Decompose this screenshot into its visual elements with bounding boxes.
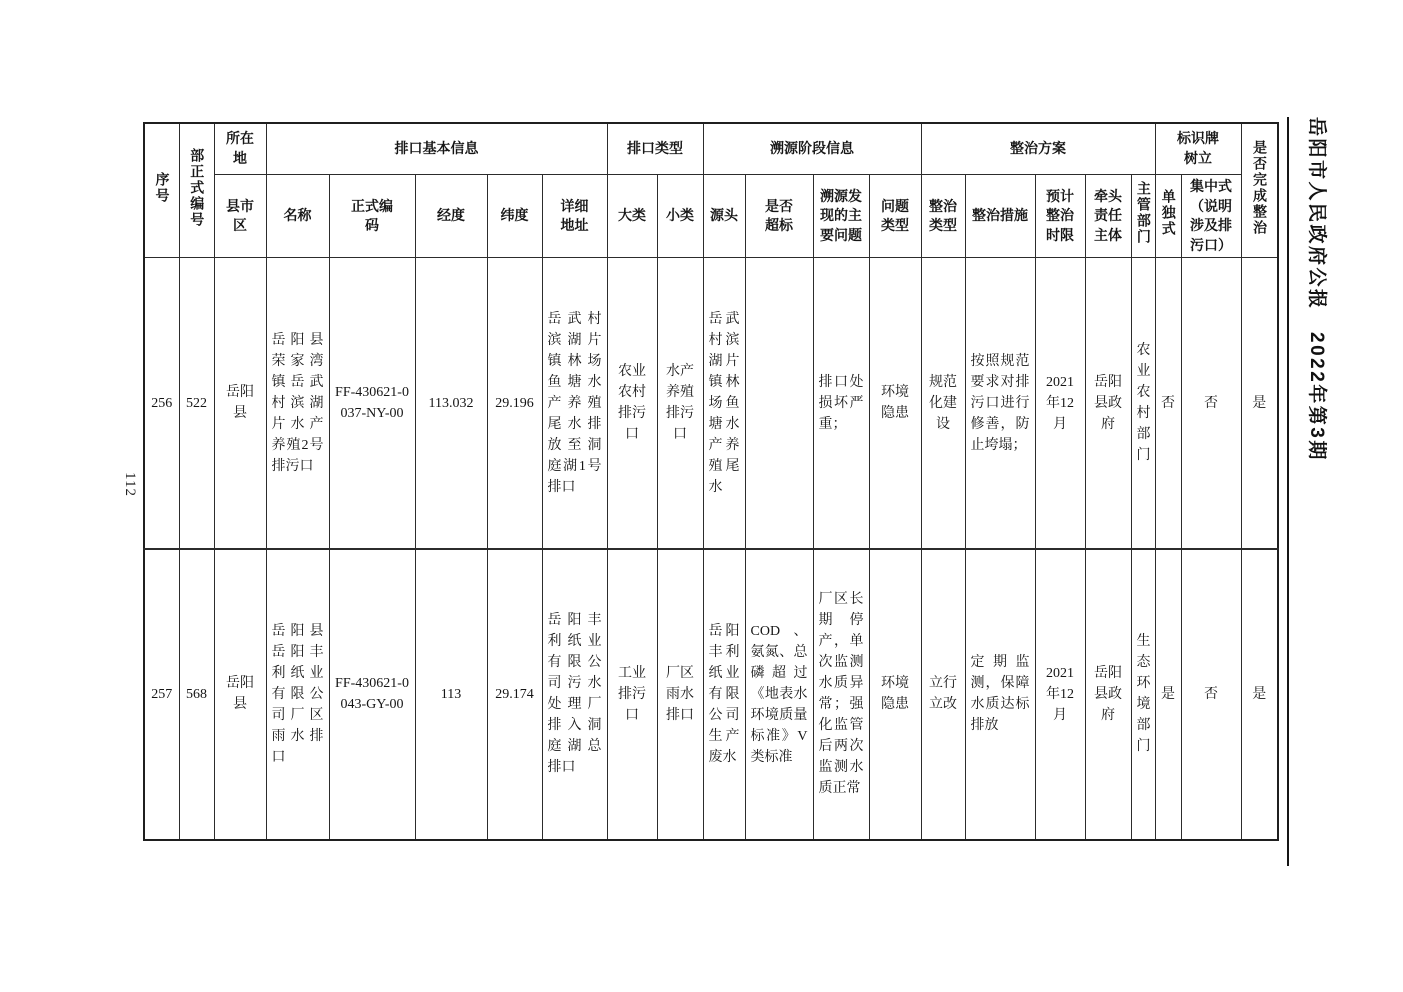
col-header-centralized: 集中式（说明涉及排污口） — [1181, 175, 1241, 258]
col-header-minor-type: 小类 — [657, 175, 703, 258]
cell-major-type: 工业排污口 — [607, 549, 657, 840]
cell-problems: 排口处损坏严重； — [813, 258, 869, 549]
table-row — [144, 549, 1278, 840]
cell-latitude: 29.174 — [487, 549, 542, 840]
cell-county: 岳阳县 — [214, 258, 266, 549]
cell-exceed — [745, 258, 813, 549]
cell-deadline: 2021年12月 — [1035, 258, 1085, 549]
col-header-address: 详细地址 — [542, 175, 607, 258]
group-header-sign: 标识牌树立 — [1155, 123, 1241, 175]
col-header-longitude: 经度 — [415, 175, 487, 258]
cell-problems: 厂区长期停产，单次监测水质异常；强化监管后两次监测水质正常 — [813, 549, 869, 840]
cell-measures: 按照规范要求对排污口进行修善，防止垮塌； — [965, 258, 1035, 549]
page-number: 112 — [122, 472, 138, 497]
col-header-rectify-type: 整治类型 — [921, 175, 965, 258]
col-header-county: 县市区 — [214, 175, 266, 258]
cell-completed: 是 — [1241, 549, 1278, 840]
col-header-ministry-code — [179, 123, 214, 258]
cell-exceed: COD、氨氮、总磷超过《地表水环境质量标准》V类标准 — [745, 549, 813, 840]
col-header-department — [1131, 175, 1155, 258]
cell-serial: 256 — [144, 258, 179, 549]
col-header-ministry-code-label: 部正式编号 — [189, 147, 206, 228]
col-header-lead: 牵头责任主体 — [1085, 175, 1131, 258]
cell-major-type: 农业农村排污口 — [607, 258, 657, 549]
cell-problem-type: 环境隐患 — [869, 258, 921, 549]
cell-ministry-code: 522 — [179, 258, 214, 549]
col-header-name: 名称 — [266, 175, 329, 258]
col-header-latitude: 纬度 — [487, 175, 542, 258]
cell-problem-type: 环境隐患 — [869, 549, 921, 840]
col-header-completed — [1241, 123, 1278, 258]
table-row — [144, 258, 1278, 549]
group-header-basic-info: 排口基本信息 — [266, 123, 607, 175]
cell-department: 生态环境部门 — [1131, 549, 1155, 840]
col-header-measures: 整治措施 — [965, 175, 1035, 258]
cell-standalone: 是 — [1155, 549, 1181, 840]
col-header-standalone-label: 单独式 — [1160, 189, 1177, 238]
col-header-serial-label: 序号 — [154, 171, 171, 204]
col-header-department-label: 主管部门 — [1135, 181, 1152, 246]
cell-county: 岳阳县 — [214, 549, 266, 840]
cell-official-code: FF-430621-0037-NY-00 — [329, 258, 415, 549]
outlet-remediation-table — [143, 122, 1279, 841]
col-header-completed-label: 是否完成整治 — [1251, 139, 1268, 236]
cell-rectify-type: 立行立改 — [921, 549, 965, 840]
cell-deadline: 2021年12月 — [1035, 549, 1085, 840]
cell-address: 岳阳丰利纸业有限公司污水处理厂排入洞庭湖总排口 — [542, 549, 607, 840]
col-header-source: 源头 — [703, 175, 745, 258]
col-header-standalone — [1155, 175, 1181, 258]
col-header-problems: 溯源发现的主要问题 — [813, 175, 869, 258]
cell-rectify-type: 规范化建设 — [921, 258, 965, 549]
cell-lead: 岳阳县政府 — [1085, 549, 1131, 840]
cell-longitude: 113 — [415, 549, 487, 840]
cell-name: 岳阳县荣家湾镇岳武村滨湖片水产养殖2号排污口 — [266, 258, 329, 549]
cell-official-code: FF-430621-0043-GY-00 — [329, 549, 415, 840]
group-header-tracing: 溯源阶段信息 — [703, 123, 921, 175]
col-header-official-code: 正式编码 — [329, 175, 415, 258]
cell-lead: 岳阳县政府 — [1085, 258, 1131, 549]
cell-centralized: 否 — [1181, 258, 1241, 549]
cell-centralized: 否 — [1181, 549, 1241, 840]
cell-minor-type: 厂区雨水排口 — [657, 549, 703, 840]
cell-source: 岳阳丰利纸业有限公司生产废水 — [703, 549, 745, 840]
group-header-outlet-type: 排口类型 — [607, 123, 703, 175]
cell-completed: 是 — [1241, 258, 1278, 549]
cell-source: 岳武村滨湖片镇林场鱼塘水产养殖尾水 — [703, 258, 745, 549]
col-header-serial — [144, 123, 179, 258]
col-header-major-type: 大类 — [607, 175, 657, 258]
cell-ministry-code: 568 — [179, 549, 214, 840]
cell-name: 岳阳县岳阳丰利纸业有限公司厂区雨水排口 — [266, 549, 329, 840]
group-header-location: 所在地 — [214, 123, 266, 175]
cell-minor-type: 水产养殖排污口 — [657, 258, 703, 549]
cell-longitude: 113.032 — [415, 258, 487, 549]
cell-latitude: 29.196 — [487, 258, 542, 549]
cell-address: 岳武村滨湖片镇林场鱼塘水产养殖尾水排放至洞庭湖1号排口 — [542, 258, 607, 549]
cell-measures: 定期监测，保障水质达标排放 — [965, 549, 1035, 840]
col-header-exceed: 是否超标 — [745, 175, 813, 258]
journal-masthead: 岳阳市人民政府公报 2022年第3期 — [1306, 117, 1327, 462]
group-header-plan: 整治方案 — [921, 123, 1155, 175]
cell-department: 农业农村部门 — [1131, 258, 1155, 549]
cell-standalone: 否 — [1155, 258, 1181, 549]
masthead-divider-line — [1287, 117, 1289, 866]
col-header-problem-type: 问题类型 — [869, 175, 921, 258]
cell-serial: 257 — [144, 549, 179, 840]
col-header-deadline: 预计整治时限 — [1035, 175, 1085, 258]
